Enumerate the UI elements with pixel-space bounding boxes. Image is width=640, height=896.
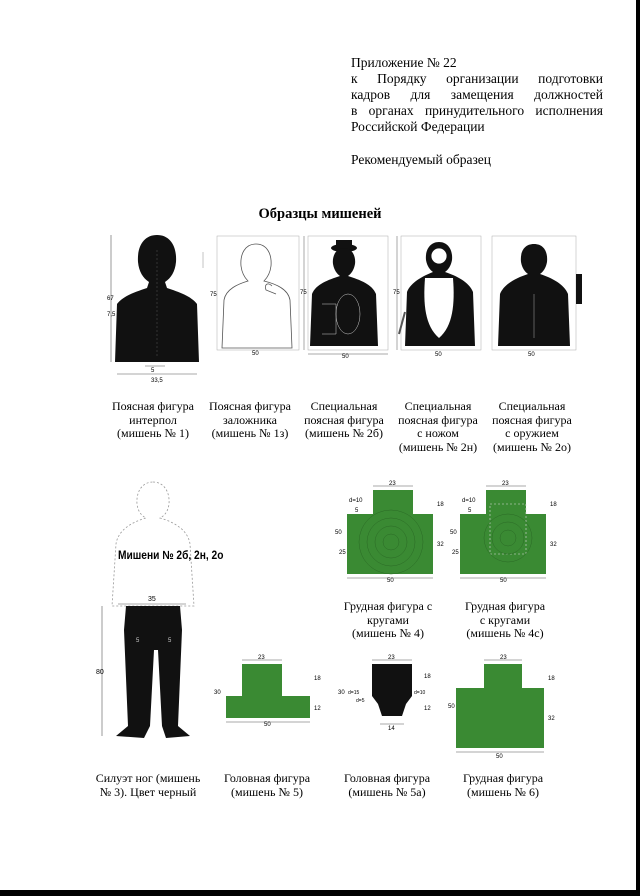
- target-1-width: 33,5: [151, 378, 163, 384]
- target-4c-hleft: 50: [450, 530, 457, 536]
- target-2o-width: 50: [528, 352, 535, 358]
- page-title: Образцы мишеней: [258, 206, 382, 222]
- target-3-mark-right: 5: [168, 638, 172, 644]
- target-4-small: 5: [355, 508, 359, 514]
- target-1-height: 67: [107, 296, 114, 302]
- target-2b-caption: Специальная поясная фигура (мишень № 2б): [304, 399, 384, 440]
- appendix-line-5: Российской Федерации: [351, 119, 485, 134]
- appendix-number: Приложение № 22: [351, 55, 457, 70]
- target-4-caption: Грудная фигура с кругами (мишень № 4): [343, 599, 433, 640]
- target-6-w: 50: [496, 754, 503, 760]
- target-5a-caption: Головная фигура (мишень № 5а): [343, 771, 431, 799]
- target-6-htop: 18: [548, 676, 555, 682]
- target-1-small: 5: [151, 368, 155, 374]
- target-1z-width: 50: [252, 351, 259, 357]
- target-5a-d3: d=5: [356, 698, 365, 704]
- target-4-hleft2: 25: [339, 550, 346, 556]
- target-5a-d2: d=10: [414, 690, 426, 696]
- target-5-caption: Головная фигура (мишень № 5): [223, 771, 311, 799]
- target-6-hleft: 50: [448, 704, 455, 710]
- target-4c-small: 5: [468, 508, 472, 514]
- target-4c-image: [450, 482, 560, 582]
- target-1z-image: [210, 234, 302, 356]
- target-4-image: [333, 482, 443, 582]
- target-6-caption: Грудная фигура (мишень № 6): [462, 771, 544, 799]
- target-2o-image: [488, 234, 588, 358]
- target-4c-d: d=10: [462, 498, 476, 504]
- target-2n-image: [393, 234, 485, 358]
- target-3-height: 80: [96, 669, 104, 676]
- target-2n-height: 75: [393, 290, 400, 296]
- target-2n-width: 50: [435, 352, 442, 358]
- target-5a-htop: 18: [424, 674, 431, 680]
- target-6-hright: 32: [548, 716, 555, 722]
- target-5a-w: 14: [388, 726, 395, 732]
- target-2b-image: [300, 234, 392, 358]
- target-4c-wtop: 23: [502, 481, 509, 487]
- silhouette-label: Мишени № 2б, 2н, 2о: [118, 548, 224, 562]
- target-4-hleft: 50: [335, 530, 342, 536]
- target-5a-hleft: 30: [338, 690, 345, 696]
- target-1-caption: Поясная фигура интерпол (мишень № 1): [112, 399, 194, 440]
- target-2o-caption: Специальная поясная фигура с оружием (мишень № 2о): [492, 399, 572, 454]
- target-4c-hright: 32: [550, 542, 557, 548]
- target-5-htop: 18: [314, 676, 321, 682]
- target-5a-d1: d=15: [348, 690, 360, 696]
- target-1z-caption: Поясная фигура заложника (мишень № 1з): [209, 399, 291, 440]
- target-4c-hleft2: 25: [452, 550, 459, 556]
- target-3-caption: Силуэт ног (мишень № 3). Цвет черный: [95, 771, 201, 799]
- target-3-mark-left: 5: [136, 638, 140, 644]
- target-3-image: [98, 480, 208, 750]
- target-4-htop: 18: [437, 502, 444, 508]
- appendix-header: [351, 55, 603, 168]
- target-6-wtop: 23: [500, 655, 507, 661]
- target-5a-hbottom: 12: [424, 706, 431, 712]
- target-4-w: 50: [387, 578, 394, 584]
- target-4c-w: 50: [500, 578, 507, 584]
- target-4-hright: 32: [437, 542, 444, 548]
- target-5-hleft: 30: [214, 690, 221, 696]
- target-5-hbottom: 12: [314, 706, 321, 712]
- target-1-leftdim: 7,5: [107, 312, 116, 318]
- target-4c-caption: Грудная фигура с кругами (мишень № 4с): [464, 599, 546, 640]
- target-2b-height: 75: [300, 290, 307, 296]
- target-4-wtop: 23: [389, 481, 396, 487]
- target-2n-caption: Специальная поясная фигура с ножом (мишень № 2н): [398, 399, 478, 454]
- appendix-line-3: кадров для замещения должностей: [351, 87, 603, 102]
- target-5-image: [212, 656, 322, 726]
- target-4c-htop: 18: [550, 502, 557, 508]
- target-1z-height: 75: [210, 292, 217, 298]
- target-5a-image: [334, 656, 444, 732]
- appendix-line-4: в органах принудительного исполнения: [351, 103, 603, 118]
- recommended-sample: Рекомендуемый образец: [351, 152, 492, 167]
- target-5-w: 50: [264, 722, 271, 728]
- appendix-line-2: к Порядку организации подготовки: [351, 71, 603, 86]
- target-4-d: d=10: [349, 498, 363, 504]
- target-3-width: 35: [148, 596, 156, 603]
- target-2b-width: 50: [342, 354, 349, 360]
- target-1-image: [107, 232, 207, 384]
- target-5-wtop: 23: [258, 655, 265, 661]
- target-6-image: [448, 656, 558, 758]
- target-5a-wtop: 23: [388, 655, 395, 661]
